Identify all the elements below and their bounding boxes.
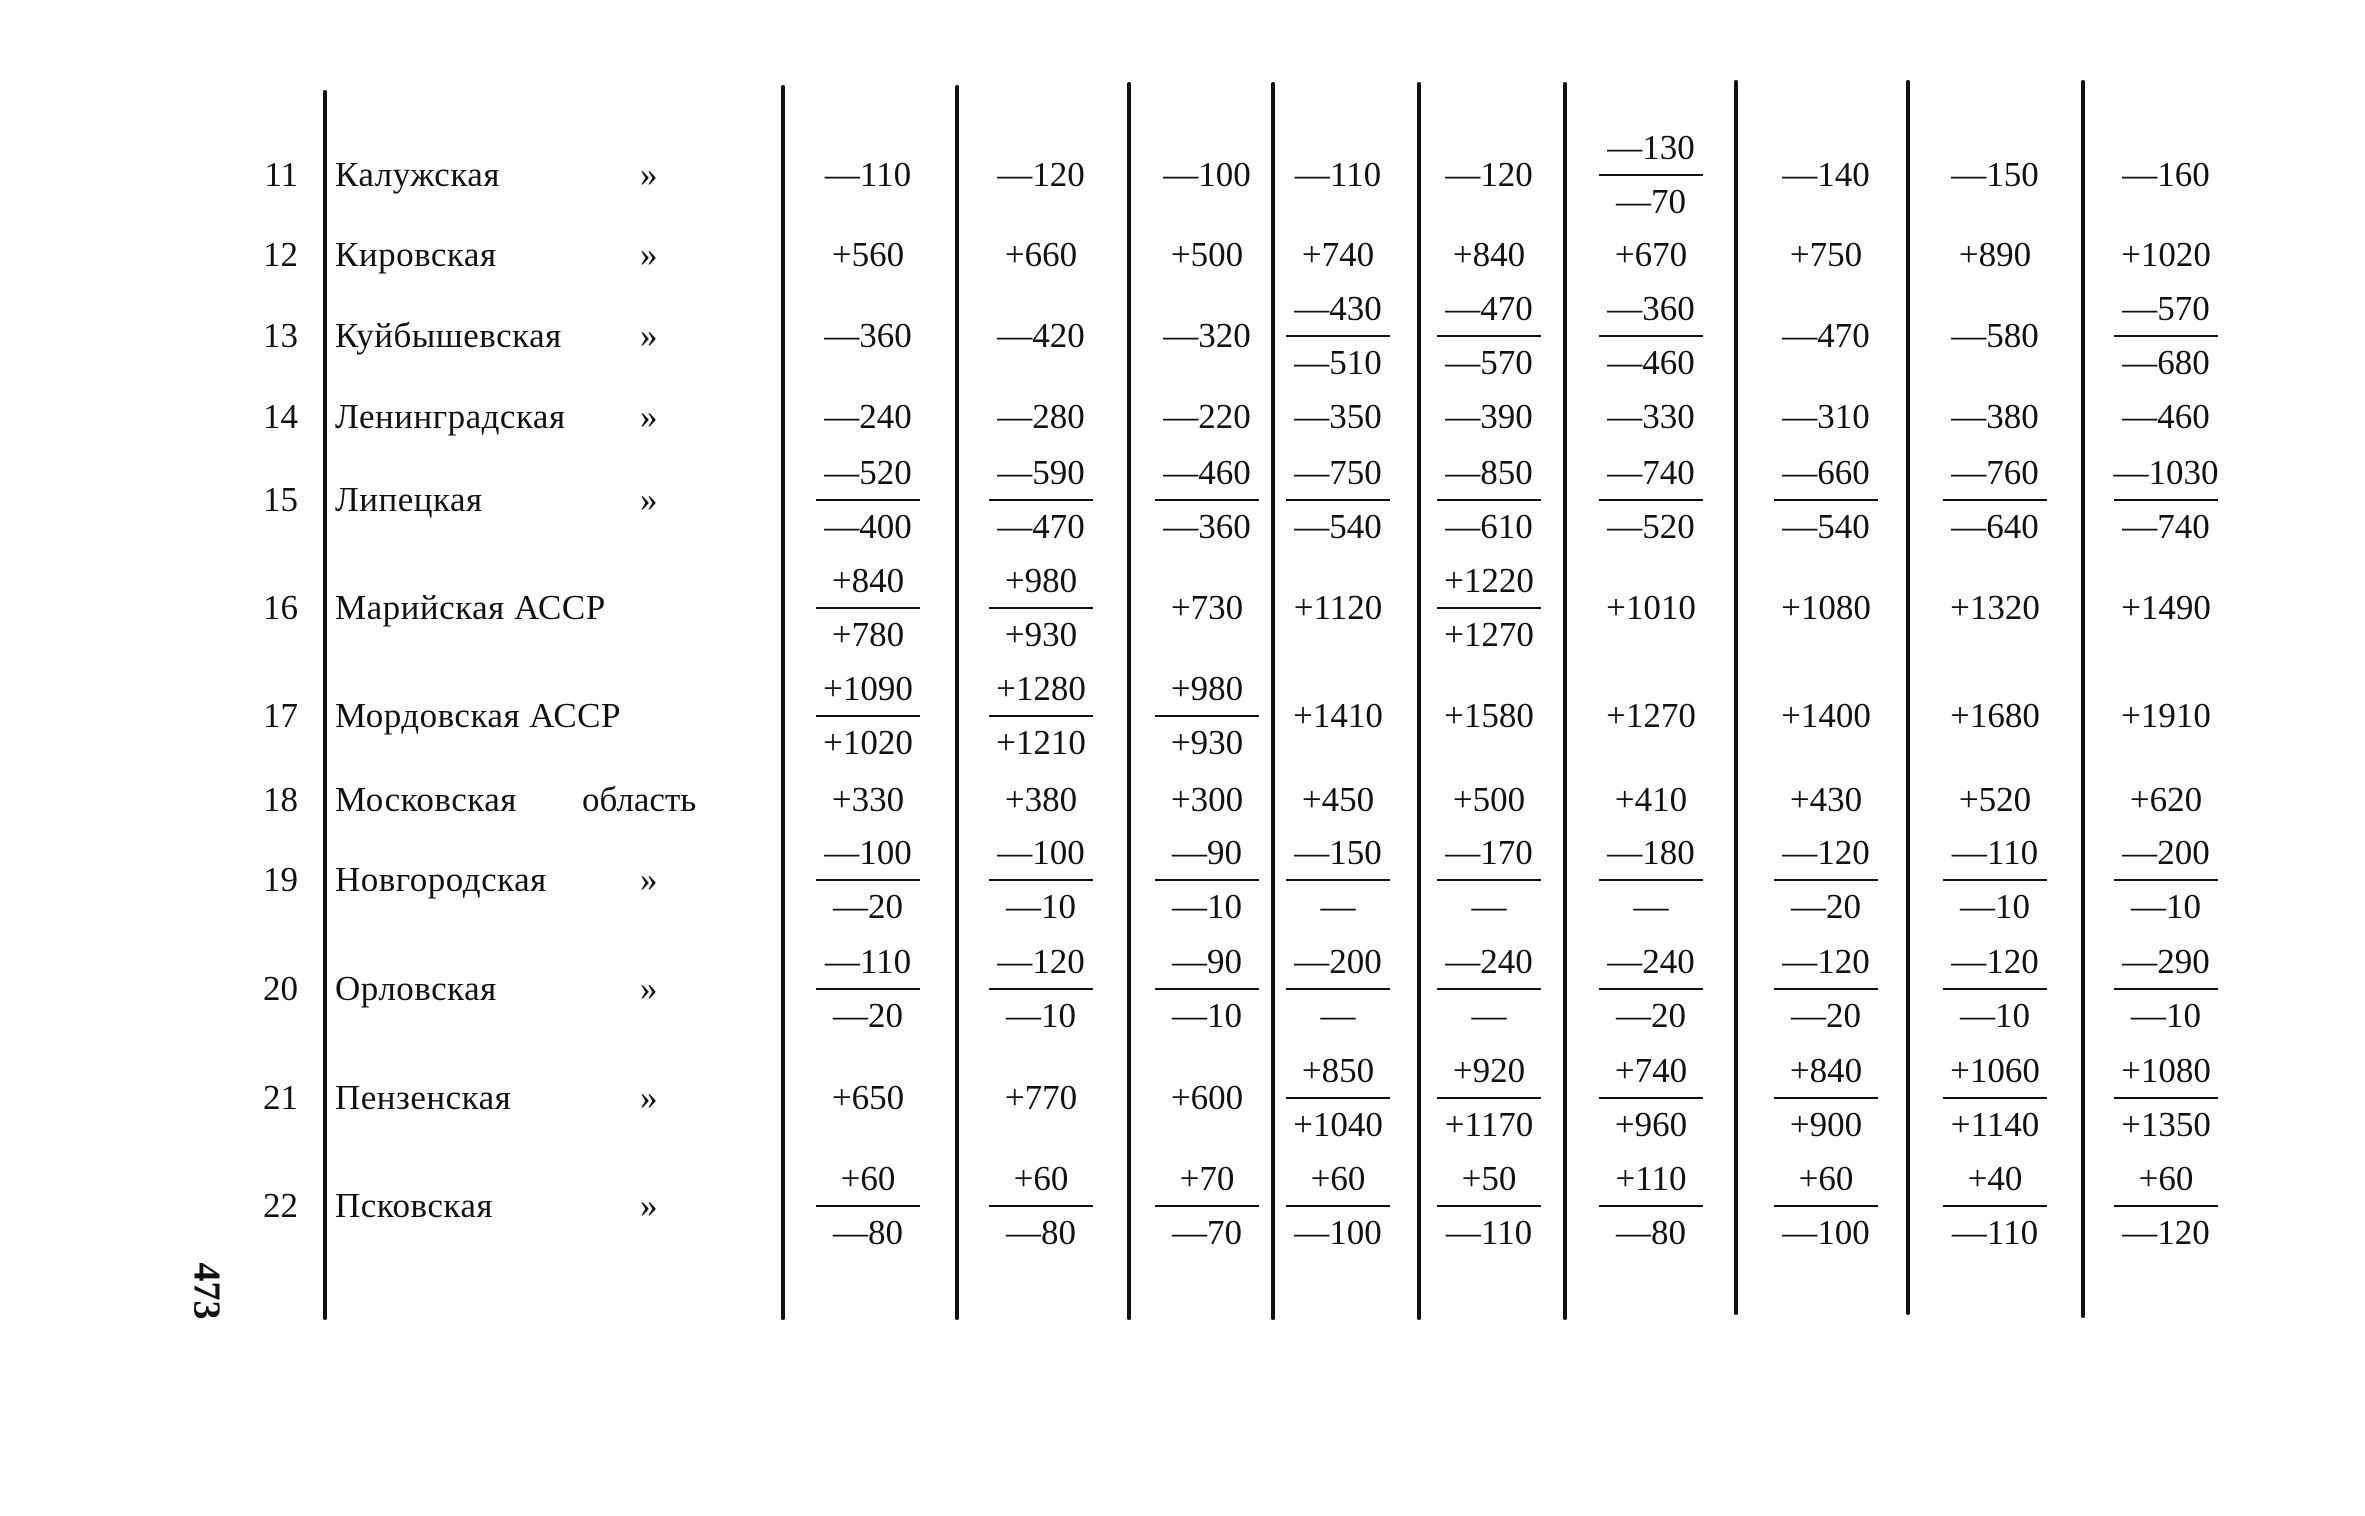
cell-value-denominator: —80 — [833, 1213, 903, 1252]
cell-value-single: —330 — [1607, 397, 1695, 436]
ditto-mark: » — [640, 969, 658, 1008]
cell-value-denominator: —540 — [1294, 507, 1382, 546]
fraction-bar — [1286, 499, 1390, 501]
region-type: область — [582, 780, 697, 819]
row-number: 19 — [263, 860, 298, 899]
cell-value-numerator: —120 — [1951, 942, 2039, 981]
cell-value-numerator: —180 — [1607, 833, 1695, 872]
fraction-bar — [1437, 1205, 1541, 1207]
cell-value-single: +730 — [1170, 588, 1244, 627]
row-number: 15 — [263, 480, 298, 519]
cell-value-denominator: +1140 — [1950, 1105, 2040, 1144]
cell-value-numerator: +60 — [1310, 1159, 1366, 1198]
cell-value-single: +1410 — [1293, 696, 1383, 735]
fraction-bar — [1774, 1097, 1878, 1099]
fraction-bar — [1155, 499, 1259, 501]
cell-value-denominator: —80 — [1006, 1213, 1076, 1252]
cell-value-single: —420 — [997, 316, 1085, 355]
cell-value-single: +750 — [1789, 235, 1863, 274]
fraction-bar — [1599, 1205, 1703, 1207]
cell-value-single: +600 — [1170, 1078, 1244, 1117]
cell-value-numerator: —170 — [1445, 833, 1533, 872]
cell-value-numerator: +60 — [2138, 1159, 2194, 1198]
fraction-bar — [1943, 879, 2047, 881]
column-rule — [955, 85, 959, 1320]
fraction-bar — [1437, 879, 1541, 881]
cell-value-numerator: —360 — [1607, 289, 1695, 328]
cell-value-single: +430 — [1789, 780, 1863, 819]
region-name: Кировская — [335, 235, 497, 274]
cell-value-single: —580 — [1951, 316, 2039, 355]
cell-value-single: +1120 — [1293, 588, 1383, 627]
fraction-bar — [1155, 1205, 1259, 1207]
ditto-mark: » — [640, 1078, 658, 1117]
cell-value-denominator: —10 — [2131, 996, 2201, 1035]
cell-value-single: —320 — [1163, 316, 1251, 355]
cell-value-single: —110 — [1294, 155, 1382, 194]
cell-value-numerator: —110 — [1951, 833, 2039, 872]
cell-value-single: +520 — [1958, 780, 2032, 819]
cell-value-denominator: —360 — [1163, 507, 1251, 546]
cell-value-single: +620 — [2129, 780, 2203, 819]
fraction-bar — [1599, 879, 1703, 881]
cell-value-numerator: +740 — [1614, 1051, 1688, 1090]
row-number: 20 — [263, 969, 298, 1008]
cell-value-single: —460 — [2122, 397, 2210, 436]
cell-value-denominator: —680 — [2122, 343, 2210, 382]
fraction-bar — [989, 879, 1093, 881]
ditto-mark: » — [640, 235, 658, 274]
cell-value-denominator: +900 — [1789, 1105, 1863, 1144]
fraction-bar — [989, 607, 1093, 609]
cell-value-single: +450 — [1301, 780, 1375, 819]
cell-value-denominator: —20 — [1616, 996, 1686, 1035]
cell-value-numerator: +1090 — [823, 669, 913, 708]
row-number: 11 — [264, 155, 298, 194]
cell-value-numerator: —90 — [1172, 942, 1242, 981]
fraction-bar — [816, 715, 920, 717]
cell-value-denominator: +930 — [1170, 723, 1244, 762]
region-name: Калужская — [335, 155, 500, 194]
cell-value-single: +1270 — [1606, 696, 1696, 735]
cell-value-single: +1020 — [2121, 235, 2211, 274]
cell-value-numerator: +60 — [1013, 1159, 1069, 1198]
fraction-bar — [1155, 988, 1259, 990]
cell-value-single: +330 — [831, 780, 905, 819]
cell-value-single: —120 — [1445, 155, 1533, 194]
cell-value-numerator: +1060 — [1950, 1051, 2040, 1090]
fraction-bar — [1437, 607, 1541, 609]
fraction-bar — [1437, 1097, 1541, 1099]
cell-value-denominator: —520 — [1607, 507, 1695, 546]
region-name: Липецкая — [335, 480, 483, 519]
region-name: Пензенская — [335, 1078, 512, 1117]
cell-value-denominator: +1040 — [1293, 1105, 1383, 1144]
cell-value-denominator: —10 — [1960, 996, 2030, 1035]
cell-value-denominator: —110 — [1951, 1213, 2039, 1252]
cell-value-denominator: — — [1471, 887, 1507, 926]
cell-value-denominator: —610 — [1445, 507, 1533, 546]
cell-value-single: —140 — [1782, 155, 1870, 194]
region-name: Московская — [335, 780, 517, 819]
cell-value-numerator: +980 — [1170, 669, 1244, 708]
cell-value-denominator: —460 — [1607, 343, 1695, 382]
row-number: 17 — [263, 696, 298, 735]
fraction-bar — [1599, 499, 1703, 501]
cell-value-denominator: —20 — [833, 996, 903, 1035]
cell-value-denominator: —20 — [1791, 887, 1861, 926]
cell-value-single: +1580 — [1444, 696, 1534, 735]
cell-value-single: —360 — [824, 316, 912, 355]
fraction-bar — [1774, 879, 1878, 881]
fraction-bar — [1943, 499, 2047, 501]
cell-value-numerator: —740 — [1607, 453, 1695, 492]
cell-value-denominator: —70 — [1616, 182, 1686, 221]
ditto-mark: » — [640, 480, 658, 519]
cell-value-denominator: —10 — [1172, 887, 1242, 926]
cell-value-numerator: +1280 — [996, 669, 1086, 708]
region-name: Ленинградская — [335, 397, 566, 436]
fraction-bar — [816, 499, 920, 501]
fraction-bar — [2114, 335, 2218, 337]
row-number: 14 — [263, 397, 298, 436]
fraction-bar — [816, 1205, 920, 1207]
fraction-bar — [1943, 988, 2047, 990]
cell-value-numerator: —1030 — [2113, 453, 2219, 492]
cell-value-numerator: —570 — [2122, 289, 2210, 328]
cell-value-numerator: +1220 — [1444, 561, 1534, 600]
cell-value-denominator: —80 — [1616, 1213, 1686, 1252]
fraction-bar — [1286, 988, 1390, 990]
cell-value-single: —470 — [1782, 316, 1870, 355]
cell-value-denominator: —100 — [1782, 1213, 1870, 1252]
cell-value-numerator: —130 — [1607, 128, 1695, 167]
fraction-bar — [1286, 1097, 1390, 1099]
fraction-bar — [2114, 988, 2218, 990]
fraction-bar — [989, 499, 1093, 501]
cell-value-single: +1400 — [1781, 696, 1871, 735]
ditto-mark: » — [640, 397, 658, 436]
cell-value-single: +1680 — [1950, 696, 2040, 735]
cell-value-denominator: —10 — [1960, 887, 2030, 926]
cell-value-numerator: —200 — [1294, 942, 1382, 981]
cell-value-numerator: —460 — [1163, 453, 1251, 492]
cell-value-single: —160 — [2122, 155, 2210, 194]
cell-value-numerator: —100 — [824, 833, 912, 872]
cell-value-numerator: —520 — [824, 453, 912, 492]
cell-value-single: +770 — [1004, 1078, 1078, 1117]
cell-value-denominator: —10 — [1172, 996, 1242, 1035]
column-rule — [1127, 82, 1131, 1320]
cell-value-denominator: +1020 — [823, 723, 913, 762]
fraction-bar — [1437, 499, 1541, 501]
cell-value-denominator: —110 — [1445, 1213, 1533, 1252]
region-name: Марийская АССР — [335, 588, 606, 627]
fraction-bar — [816, 607, 920, 609]
cell-value-denominator: —540 — [1782, 507, 1870, 546]
fraction-bar — [989, 715, 1093, 717]
cell-value-numerator: +60 — [1798, 1159, 1854, 1198]
fraction-bar — [2114, 1205, 2218, 1207]
cell-value-denominator: —10 — [1006, 996, 1076, 1035]
ditto-mark: » — [640, 1186, 658, 1225]
fraction-bar — [1774, 988, 1878, 990]
cell-value-denominator: +1210 — [996, 723, 1086, 762]
fraction-bar — [1774, 1205, 1878, 1207]
cell-value-denominator: —510 — [1294, 343, 1382, 382]
cell-value-numerator: +840 — [1789, 1051, 1863, 1090]
fraction-bar — [2114, 1097, 2218, 1099]
cell-value-single: —150 — [1951, 155, 2039, 194]
column-rule — [1563, 82, 1567, 1320]
cell-value-denominator: +780 — [831, 615, 905, 654]
cell-value-single: —280 — [997, 397, 1085, 436]
cell-value-single: +1490 — [2121, 588, 2211, 627]
cell-value-numerator: +110 — [1615, 1159, 1687, 1198]
region-name: Мордовская АССР — [335, 696, 621, 735]
cell-value-denominator: —70 — [1172, 1213, 1242, 1252]
cell-value-numerator: —240 — [1607, 942, 1695, 981]
cell-value-numerator: +60 — [840, 1159, 896, 1198]
column-rule — [1734, 80, 1738, 1315]
cell-value-denominator: —20 — [833, 887, 903, 926]
fraction-bar — [1943, 1097, 2047, 1099]
cell-value-numerator: —660 — [1782, 453, 1870, 492]
cell-value-denominator: —400 — [824, 507, 912, 546]
cell-value-denominator: —10 — [2131, 887, 2201, 926]
fraction-bar — [1599, 174, 1703, 176]
cell-value-single: —390 — [1445, 397, 1533, 436]
cell-value-denominator: — — [1633, 887, 1669, 926]
cell-value-single: —110 — [824, 155, 912, 194]
ditto-mark: » — [640, 860, 658, 899]
fraction-bar — [2114, 499, 2218, 501]
column-rule — [1906, 80, 1910, 1315]
cell-value-numerator: +50 — [1461, 1159, 1517, 1198]
ditto-mark: » — [640, 155, 658, 194]
cell-value-single: —380 — [1951, 397, 2039, 436]
cell-value-denominator: —470 — [997, 507, 1085, 546]
cell-value-numerator: —430 — [1294, 289, 1382, 328]
fraction-bar — [1286, 335, 1390, 337]
ditto-mark: » — [640, 316, 658, 355]
cell-value-single: +1320 — [1950, 588, 2040, 627]
cell-value-single: +410 — [1614, 780, 1688, 819]
cell-value-single: —310 — [1782, 397, 1870, 436]
fraction-bar — [1437, 335, 1541, 337]
cell-value-denominator: —640 — [1951, 507, 2039, 546]
column-rule — [781, 85, 785, 1320]
cell-value-denominator: — — [1320, 887, 1356, 926]
row-number: 22 — [263, 1186, 298, 1225]
page-number: 473 — [185, 1262, 228, 1320]
fraction-bar — [1599, 1097, 1703, 1099]
fraction-bar — [989, 1205, 1093, 1207]
column-rule — [323, 90, 327, 1320]
row-number: 12 — [263, 235, 298, 274]
cell-value-single: +840 — [1452, 235, 1526, 274]
cell-value-denominator: +1350 — [2121, 1105, 2211, 1144]
cell-value-denominator: +930 — [1004, 615, 1078, 654]
cell-value-numerator: —760 — [1951, 453, 2039, 492]
cell-value-single: +380 — [1004, 780, 1078, 819]
region-name: Орловская — [335, 969, 497, 1008]
fraction-bar — [1774, 499, 1878, 501]
region-name: Псковская — [335, 1186, 494, 1225]
cell-value-numerator: —850 — [1445, 453, 1533, 492]
fraction-bar — [989, 988, 1093, 990]
cell-value-single: +1080 — [1781, 588, 1871, 627]
cell-value-single: +670 — [1614, 235, 1688, 274]
row-number: 13 — [263, 316, 298, 355]
fraction-bar — [1155, 879, 1259, 881]
cell-value-numerator: —120 — [1782, 942, 1870, 981]
cell-value-numerator: —200 — [2122, 833, 2210, 872]
cell-value-single: +500 — [1170, 235, 1244, 274]
row-number: 18 — [263, 780, 298, 819]
cell-value-numerator: —90 — [1172, 833, 1242, 872]
cell-value-denominator: — — [1471, 996, 1507, 1035]
cell-value-numerator: —100 — [997, 833, 1085, 872]
cell-value-denominator: —740 — [2122, 507, 2210, 546]
cell-value-denominator: —10 — [1006, 887, 1076, 926]
fraction-bar — [1943, 1205, 2047, 1207]
cell-value-numerator: —290 — [2122, 942, 2210, 981]
cell-value-numerator: +1080 — [2121, 1051, 2211, 1090]
cell-value-single: +650 — [831, 1078, 905, 1117]
cell-value-single: +1010 — [1606, 588, 1696, 627]
cell-value-single: +500 — [1452, 780, 1526, 819]
fraction-bar — [816, 988, 920, 990]
cell-value-single: +1910 — [2121, 696, 2211, 735]
cell-value-denominator: +960 — [1614, 1105, 1688, 1144]
fraction-bar — [1286, 879, 1390, 881]
cell-value-numerator: +850 — [1301, 1051, 1375, 1090]
fraction-bar — [1599, 988, 1703, 990]
cell-value-numerator: —470 — [1445, 289, 1533, 328]
fraction-bar — [1155, 715, 1259, 717]
region-name: Куйбышевская — [335, 316, 562, 355]
region-name: Новгородская — [335, 860, 547, 899]
fraction-bar — [2114, 879, 2218, 881]
cell-value-denominator: +1270 — [1444, 615, 1534, 654]
cell-value-numerator: +980 — [1004, 561, 1078, 600]
cell-value-denominator: —570 — [1445, 343, 1533, 382]
cell-value-denominator: —100 — [1294, 1213, 1382, 1252]
cell-value-numerator: —110 — [824, 942, 912, 981]
fraction-bar — [1599, 335, 1703, 337]
cell-value-single: —100 — [1163, 155, 1251, 194]
cell-value-single: +660 — [1004, 235, 1078, 274]
cell-value-numerator: —750 — [1294, 453, 1382, 492]
fraction-bar — [1286, 1205, 1390, 1207]
cell-value-numerator: —150 — [1294, 833, 1382, 872]
column-rule — [2081, 80, 2085, 1318]
cell-value-single: —350 — [1294, 397, 1382, 436]
fraction-bar — [816, 879, 920, 881]
cell-value-numerator: +40 — [1967, 1159, 2023, 1198]
cell-value-denominator: —20 — [1791, 996, 1861, 1035]
row-number: 16 — [263, 588, 298, 627]
cell-value-numerator: —120 — [1782, 833, 1870, 872]
cell-value-single: —220 — [1163, 397, 1251, 436]
cell-value-single: —240 — [824, 397, 912, 436]
cell-value-denominator: +1170 — [1444, 1105, 1534, 1144]
cell-value-single: +300 — [1170, 780, 1244, 819]
cell-value-single: —120 — [997, 155, 1085, 194]
cell-value-numerator: +920 — [1452, 1051, 1526, 1090]
cell-value-single: +740 — [1301, 235, 1375, 274]
cell-value-denominator: — — [1320, 996, 1356, 1035]
cell-value-single: +890 — [1958, 235, 2032, 274]
cell-value-denominator: —120 — [2122, 1213, 2210, 1252]
cell-value-numerator: +840 — [831, 561, 905, 600]
fraction-bar — [1437, 988, 1541, 990]
cell-value-numerator: —120 — [997, 942, 1085, 981]
cell-value-numerator: —240 — [1445, 942, 1533, 981]
cell-value-single: +560 — [831, 235, 905, 274]
cell-value-numerator: —590 — [997, 453, 1085, 492]
cell-value-numerator: +70 — [1179, 1159, 1235, 1198]
row-number: 21 — [263, 1078, 298, 1117]
